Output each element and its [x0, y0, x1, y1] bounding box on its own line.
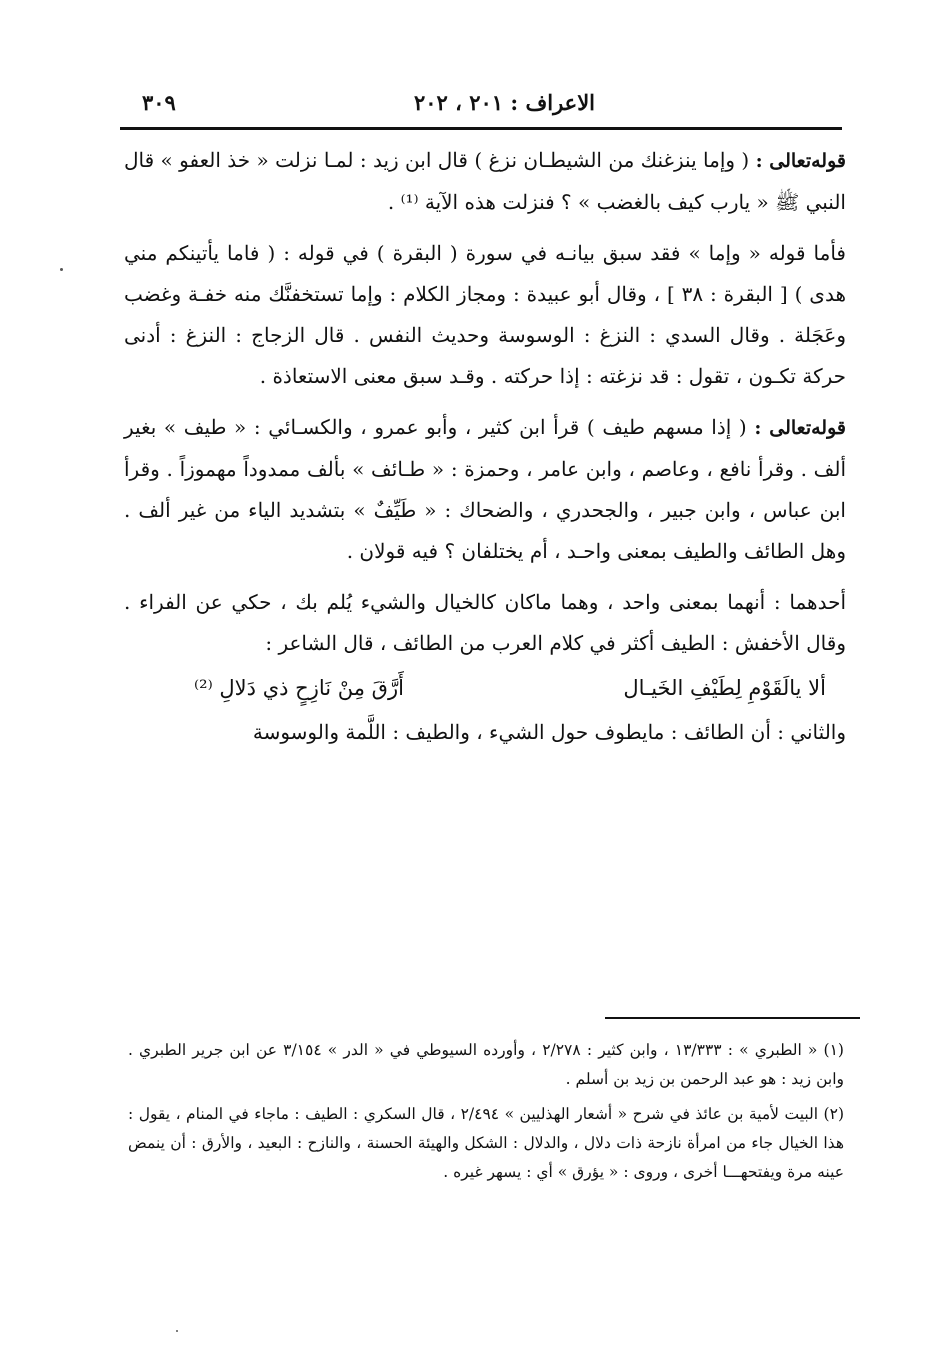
poetry-verse [124, 664, 846, 712]
paragraph-5 [124, 712, 846, 753]
paragraph-4 [124, 582, 846, 664]
verse-label: قوله‌تعالى : [755, 150, 846, 172]
page-header [120, 86, 845, 126]
footnote-2: (٢) البيت لأمية بن عائذ في شرح « أشعار الهذليين » ٢/٤٩٤ ، قال السكري : الطيف : ماجاء في المنام ، يقول : هذا الخيال جاء من امرأة نازحة ذات دلال ، والدلال : الشكل والهيئة الحسنة ، والنازح : البعيد ، والأرق : أن ينمض عينه مرة ويفتحهـــا أخرى ، وروى : « يؤرق » أي : يسهر غيره . [128, 1105, 844, 1181]
paragraph-3-text: ( إذا مسهم طيف ) قرأ ابن كثير ، وأبو عمرو ، والكسـائي : « طيف » بغير ألف . وقرأ نافع ، وعاصم ، وابن عامر ، وحمزة : « طـائف » بألف ممدوداً مهموزاً . وقرأ ابن عباس ، وابن جبير ، والجحدري ، والضحاك : « طَيِّفٌ » بتشديد الياء من غير ألف . وهل الطائف والطيف بمعنى واحـد ، أم يختلفان ؟ فيه قولان . [124, 415, 846, 563]
footnotes [128, 1036, 844, 1193]
scan-speck [60, 268, 63, 271]
main-text [124, 140, 846, 763]
paragraph-2-text: فأما قوله « وإما » فقد سبق بيانـه في سورة ( البقرة ) في قوله : ( فاما يأتينكم مني هدى ) [ البقرة : ٣٨ ] ، وقال أبو عبيدة : ومجاز الكلام : وإما تستخفنَّك منه خفـة وغضب وعَجَلة . وقال السدي : النزغ : الوسوسة وحديث النفس . قال الزجاج : النزغ : أدنى حركة تكـون ، تقول : قد نزغته : إذا حركته . وقـد سبق معنى الاستعاذة . [124, 241, 846, 388]
footnote-1: (١) « الطبري » : ١٣/٣٣٣ ، وابن كثير : ٢/٢٧٨ ، وأورده السيوطي في « الدر » ٣/١٥٤ عن ابن جرير الطبري . وابن زيد : هو عبد الرحمن بن زيد بن أسلم . [128, 1041, 844, 1088]
paragraph-1-text: ( وإما ينزغنك من الشيطـان نزغ ) قال ابن زيد : لمـا نزلت « خذ العفو » قال النبي ﷺ « يارب كيف بالغضب » ؟ فنزلت هذه الآية ⁽¹⁾ . [124, 148, 846, 214]
page-number: ٣٠٩ [142, 90, 176, 115]
header-rule [120, 127, 842, 130]
running-title: الاعراف : ٢٠١ ، ٢٠٢ [414, 90, 595, 115]
paragraph-5-text: والثاني : أن الطائف : مايطوف حول الشيء ، والطيف : اللَّمة والوسوسة [252, 720, 846, 744]
verse-first-hemistich: ألا يالَقَوْمِ لِطَيْفِ الخَيـال [623, 676, 826, 700]
verse-label: قوله‌تعالى : [754, 417, 846, 439]
scan-speck [176, 1330, 178, 1332]
paragraph-2 [124, 233, 846, 397]
paragraph-3 [124, 407, 846, 572]
verse-second-hemistich: أَرَّقَ مِنْ نَازِحٍ ذي دَلالِ ⁽²⁾ [194, 676, 404, 700]
footnote-rule [605, 1017, 860, 1019]
paragraph-1 [124, 140, 846, 223]
paragraph-4-text: أحدهما : أنهما بمعنى واحد ، وهما ماكان كالخيال والشيء يُلم بك ، حكي عن الفراء . وقال الأخفش : الطيف أكثر في كلام العرب من الطائف ، قال الشاعر : [124, 590, 846, 655]
